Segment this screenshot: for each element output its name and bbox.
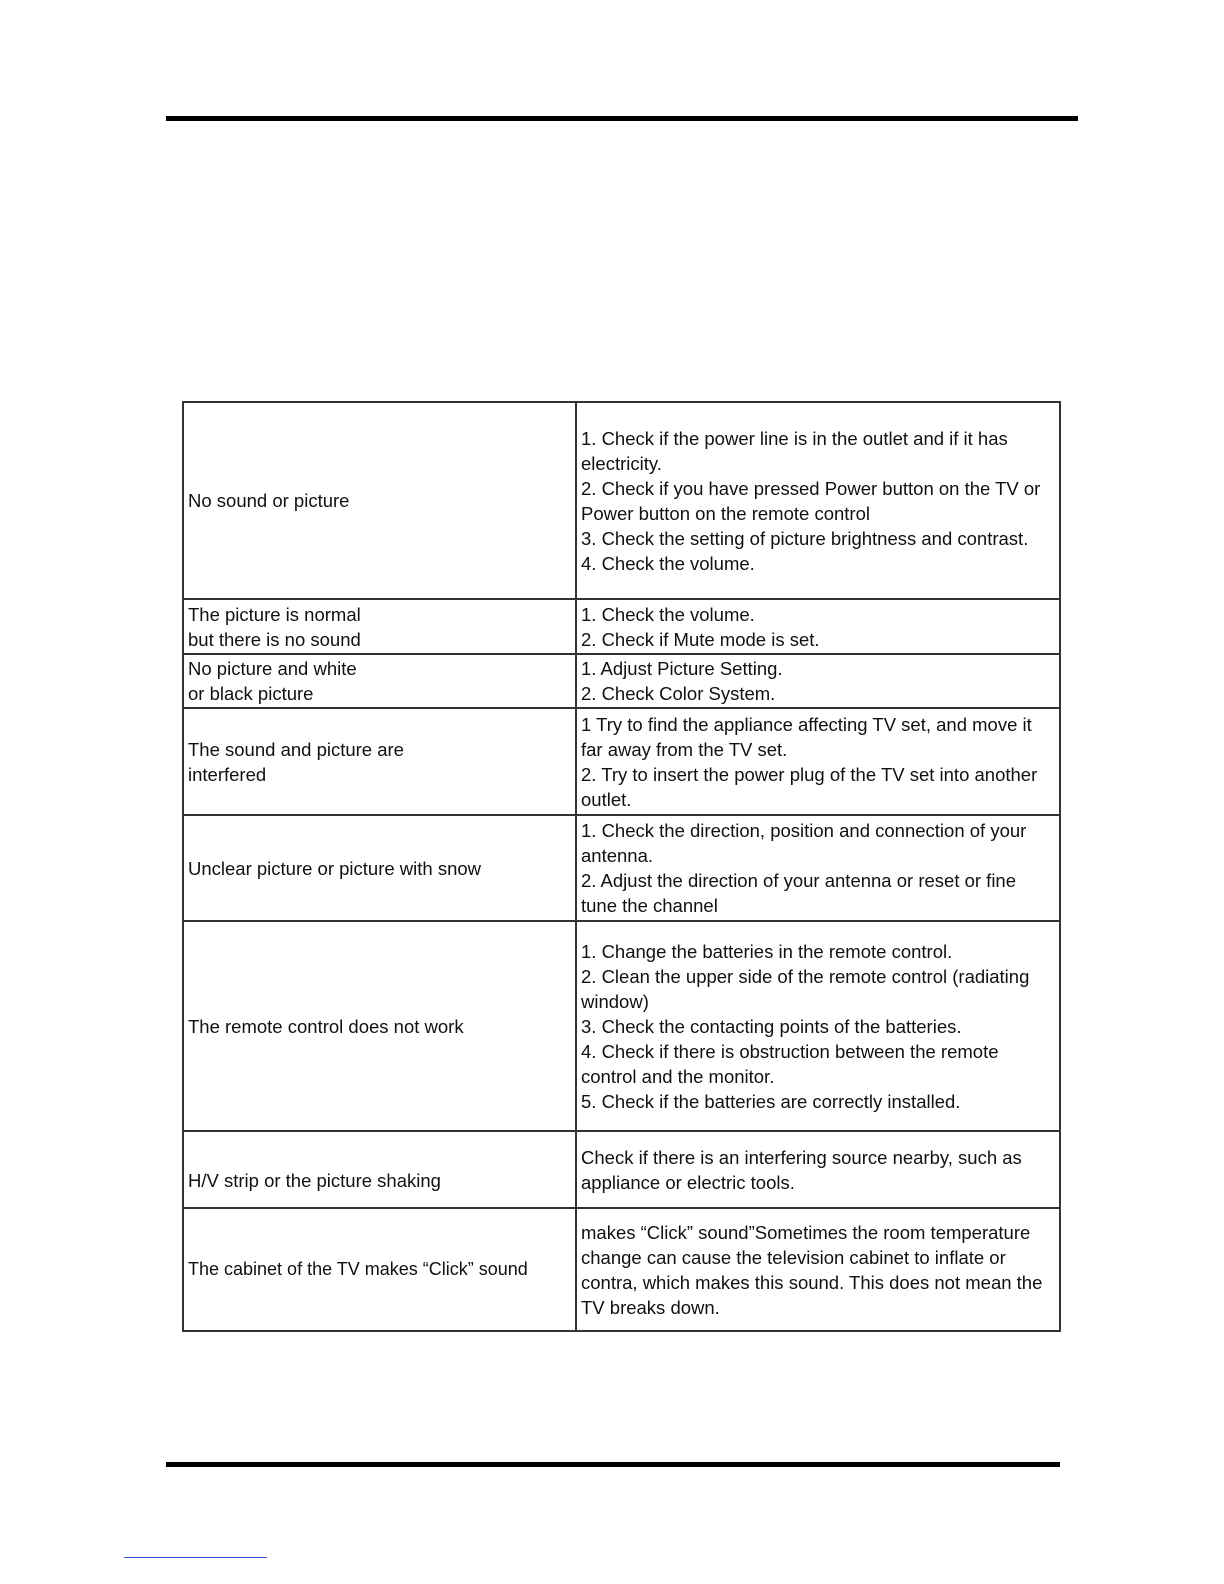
solution-step: 2. Try to insert the power plug of the TV set into another outlet. bbox=[581, 763, 1038, 810]
solution-step: 1. Adjust Picture Setting. bbox=[581, 658, 783, 679]
header-rule bbox=[166, 116, 1078, 121]
solution-step: 2. Clean the upper side of the remote control (radiating window) bbox=[581, 965, 1030, 1012]
solution-step: 4. Check the volume. bbox=[581, 552, 755, 574]
solution-step: 1. Change the batteries in the remote control. bbox=[581, 940, 953, 962]
problem-text: H/V strip or the picture shaking bbox=[188, 1170, 441, 1191]
solution-step: 2. Check if Mute mode is set. bbox=[581, 628, 820, 650]
table-row bbox=[183, 921, 1060, 1131]
table-row bbox=[183, 1208, 1060, 1331]
problem-cell bbox=[183, 921, 576, 1131]
solution-cell bbox=[576, 708, 1060, 815]
problem-cell bbox=[183, 815, 576, 921]
solution-step: 3. Check the contacting points of the batteries. bbox=[581, 1015, 962, 1037]
solution-step: 1. Check the direction, position and connection of your antenna. bbox=[581, 820, 1027, 866]
solution-step: 1. Check if the power line is in the outlet and if it has electricity. bbox=[581, 427, 1008, 474]
solution-step: 2. Adjust the direction of your antenna or reset or fine tune the channel bbox=[581, 870, 1017, 916]
table-row bbox=[183, 815, 1060, 921]
problem-text: The sound and picture are interfered bbox=[188, 738, 404, 785]
solution-cell bbox=[576, 921, 1060, 1131]
table-row bbox=[183, 708, 1060, 815]
problem-text: The remote control does not work bbox=[188, 1015, 464, 1037]
table-row bbox=[183, 402, 1060, 599]
solution-cell bbox=[576, 815, 1060, 921]
problem-cell bbox=[183, 708, 576, 815]
solution-cell bbox=[576, 402, 1060, 599]
problem-text: No picture and white or black picture bbox=[188, 658, 357, 704]
solution-step: 3. Check the setting of picture brightness and contrast. bbox=[581, 527, 1029, 549]
solution-step: 1 Try to find the appliance affecting TV set, and move it far away from the TV set. bbox=[581, 713, 1032, 760]
solution-step: 5. Check if the batteries are correctly installed. bbox=[581, 1090, 961, 1112]
problem-cell bbox=[183, 1131, 576, 1208]
problem-text: The cabinet of the TV makes “Click” sound bbox=[188, 1259, 528, 1279]
problem-text: No sound or picture bbox=[188, 490, 350, 511]
problem-text: The picture is normal but there is no sound bbox=[188, 603, 361, 650]
problem-cell bbox=[183, 1208, 576, 1331]
solution-step: 1. Check the volume. bbox=[581, 603, 755, 625]
solution-cell bbox=[576, 654, 1060, 708]
footer-rule bbox=[166, 1462, 1060, 1467]
solution-step: 2. Check Color System. bbox=[581, 683, 776, 704]
problem-cell bbox=[183, 402, 576, 599]
solution-cell bbox=[576, 1208, 1060, 1331]
footer-underline bbox=[124, 1557, 267, 1558]
solution-step: 4. Check if there is obstruction between the remote control and the monitor. bbox=[581, 1040, 999, 1087]
table-row bbox=[183, 654, 1060, 708]
table-row bbox=[183, 1131, 1060, 1208]
solution-cell bbox=[576, 599, 1060, 654]
table-row bbox=[183, 599, 1060, 654]
solution-step: makes “Click” sound”Sometimes the room temperature change can cause the television cabinet to inflate or contra, which makes this sound. This does not mean the TV breaks down. bbox=[581, 1221, 1043, 1318]
solution-step: 2. Check if you have pressed Power button on the TV or Power button on the remote control bbox=[581, 477, 1041, 524]
solution-cell bbox=[576, 1131, 1060, 1208]
solution-step: Check if there is an interfering source nearby, such as appliance or electric tools. bbox=[581, 1146, 1022, 1193]
problem-cell bbox=[183, 599, 576, 654]
troubleshooting-table bbox=[182, 401, 1061, 1332]
problem-cell bbox=[183, 654, 576, 708]
problem-text: Unclear picture or picture with snow bbox=[188, 857, 482, 879]
